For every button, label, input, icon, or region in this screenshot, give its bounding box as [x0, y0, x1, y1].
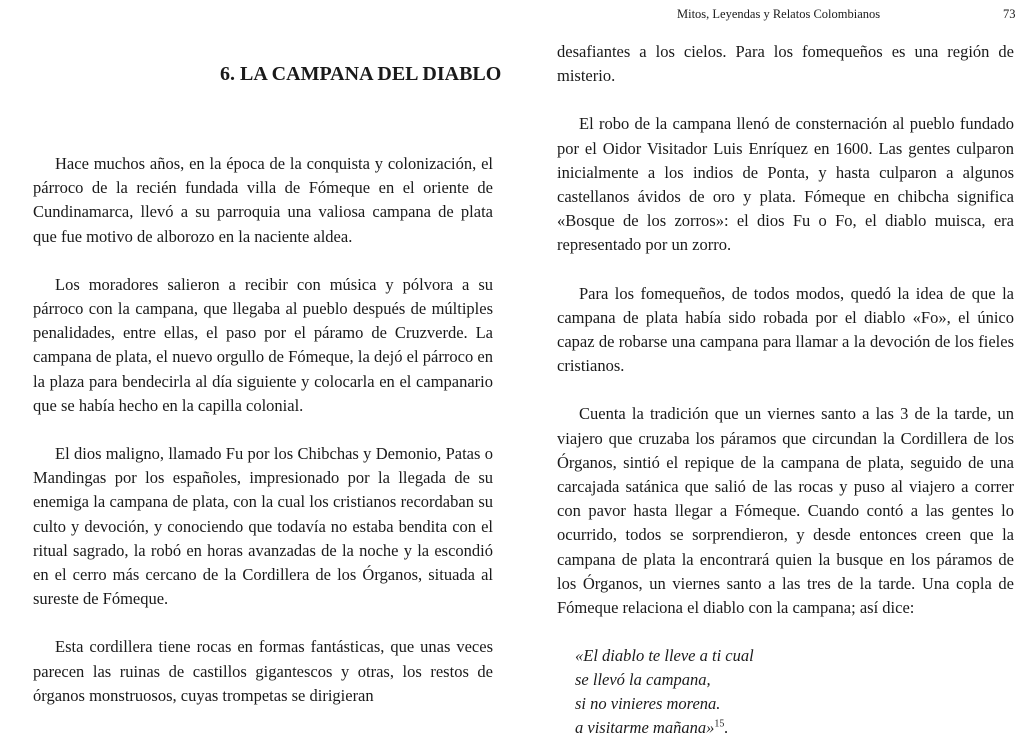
- paragraph-continued: desafiantes a los cielos. Para los fomequeños es una región de misterio.: [557, 42, 1014, 86]
- paragraph: El dios maligno, llamado Fu por los Chibchas y Demonio, Patas o Mandingas por los españoles, impresionado por la llegada de su enemiga la campana de plata, con la cual los cristianos recordaban su culto y devoción, y conociendo que todavía no estaba bendita con el ritual sagrado, la robó en horas avanzadas de la noche y la escondió en el cerro más cercano de la Cordillera de los Órganos, situada al sureste de Fómeque.: [33, 444, 493, 609]
- verse-end-punctuation: .: [724, 718, 729, 738]
- verse-line-last: [575, 716, 1014, 740]
- paragraph: Cuenta la tradición que un viernes santo a las 3 de la tarde, un viajero que cruzaba los páramos que circundan la Cordillera de los Órganos, sintió el repique de la campana de plata, seguido de una carcajada satánica que salió de las rocas y puso al viajero a correr con pavor hasta llegar a Fómeque. Cuando contó a las gentes lo ocurrido, todos se sorprendieron, y desde entonces creen que la campana de plata la encontrará quien la busque en los páramos de los Órganos, un viernes santo a las tres de la tarde. Una copla de Fómeque relaciona el diablo con la campana; así dice:: [557, 404, 1014, 618]
- paragraph: Los moradores salieron a recibir con música y pólvora a su párroco con la campana, que llegaba al pueblo después de múltiples penalidades, entre ellas, el paso por el páramo de Cruzverde. La campana de plata, el nuevo orgullo de Fómeque, la dejó el párroco en la plaza para bendecirla al día siguiente y colocarla en el campanario que se había hecho en la capilla colonial.: [33, 274, 493, 415]
- paragraph: El robo de la campana llenó de consternación al pueblo fundado por el Oidor Visitador Luis Enríquez en 1600. Las gentes culparon inicialmente a los indios de Ponta, y hasta culparon a algunos castellanos ávidos de oro y plata. Fómeque en chibcha significa «Bosque de los zorros»: el dios Fu o Fo, el diablo muisca, era representado por un zorro.: [557, 114, 1014, 255]
- right-page: [512, 0, 1024, 738]
- paragraph: Para los fomequeños, de todos modos, quedó la idea de que la campana de plata había sido robada por el diablo «Fo», el único capaz de robarse una campana para llamar a la devoción de los fieles cristianos.: [557, 283, 1014, 376]
- left-page: [0, 0, 512, 705]
- verse-line-text: a visitarme mañana»: [575, 718, 715, 738]
- footnote-reference[interactable]: 15: [714, 718, 725, 730]
- copla-verse: [575, 644, 1014, 740]
- verse-line: si no vinieres morena.: [575, 694, 721, 714]
- verse-line: «El diablo te lleve a ti cual: [575, 646, 754, 666]
- paragraph: Hace muchos años, en la época de la conquista y colonización, el párroco de la recién fundada villa de Fómeque en el oriente de Cundinamarca, llevó a su parroquia una valiosa campana de plata que fue motivo de alborozo en la naciente aldea.: [33, 154, 493, 246]
- paragraph: Esta cordillera tiene rocas en formas fantásticas, que unas veces parecen las ruinas de castillos gigantescos y otras, los restos de órganos monstruosos, cuyas trompetas se dirigieran: [33, 637, 493, 705]
- verse-line: se llevó la campana,: [575, 670, 711, 690]
- page-number: 73: [1003, 7, 1016, 21]
- running-head: Mitos, Leyendas y Relatos Colombianos: [677, 7, 881, 21]
- left-text-column: [33, 152, 493, 732]
- right-text-column: [557, 40, 1014, 740]
- chapter-title: 6. LA CAMPANA DEL DIABLO: [220, 63, 502, 85]
